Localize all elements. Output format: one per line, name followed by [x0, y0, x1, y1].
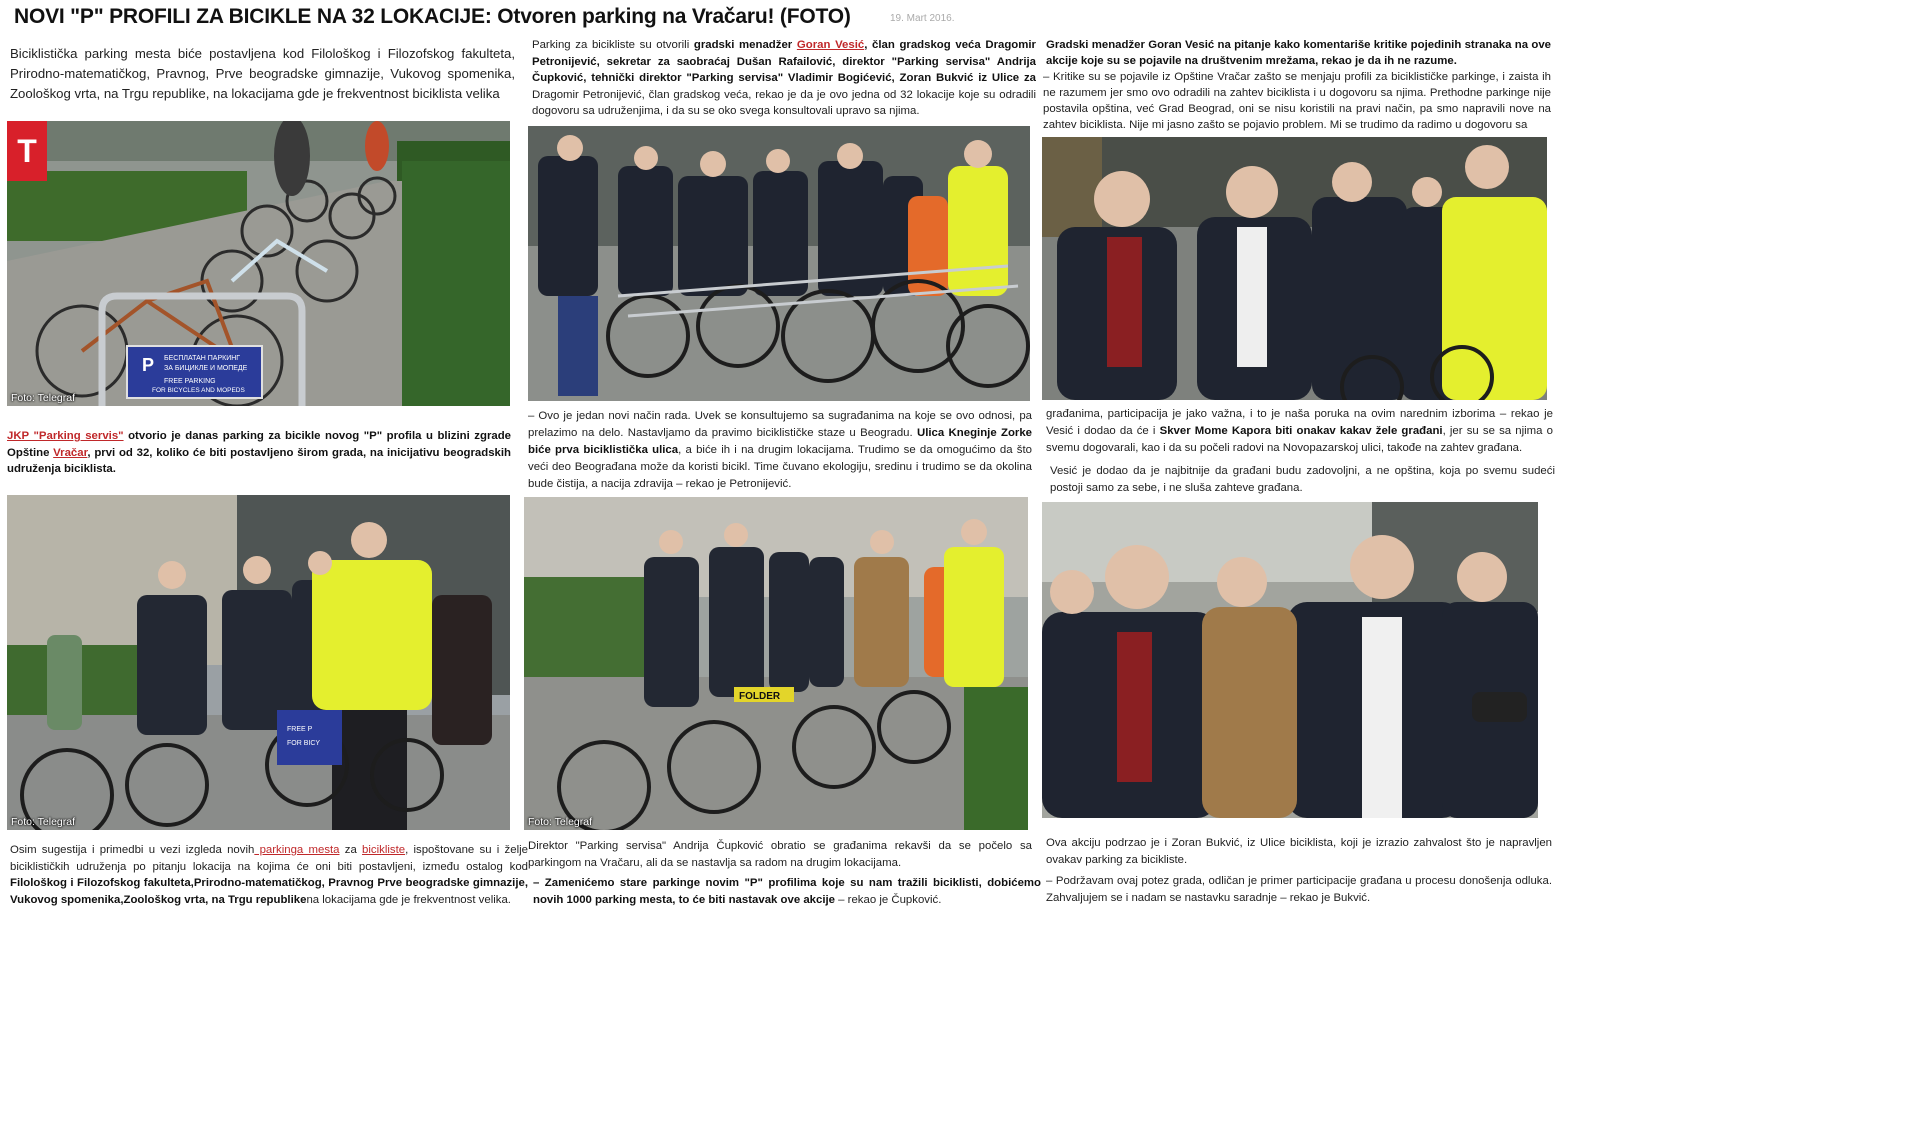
text-span: , ispoštovane su i želje biciklističkih udruženja po pitanju lokacija na kojima će oni biti postavljeni, između ostalog kod	[10, 844, 528, 873]
sign-line-4: FOR BICYCLES AND MOPEDS	[152, 387, 245, 394]
text-span: , a biće ih i na drugim lokacijama. Trudimo se da omogućimo da što veći deo Beograđana može da koristi bicikl. Time čuvano ekologiju, sredinu i trudimo se da okolina bude čistija, a nacija zdravija – rekao je Petronijević.	[528, 444, 1032, 490]
paragraph-gradjanima	[1046, 406, 1553, 458]
text-span: otvorio je danas parking za bicikle novog "P" profila u blizini zgrade Opštine	[7, 430, 511, 459]
photo-credit: Foto: Telegraf	[11, 816, 76, 828]
link-parking-servis[interactable]: JKP "Parking servis"	[7, 430, 124, 442]
sign-line-2: ЗА БИЦИКЛЕ И МОПЕДЕ	[164, 365, 248, 372]
photo-credit: Foto: Telegraf	[528, 816, 593, 828]
text-span: Osim sugestija i primedbi u vezi izgleda novih	[10, 844, 255, 856]
text-bold: Gradski menadžer Goran Vesić na pitanje kako komentariše kritike pojedinih stranaka na ove akcije koje su se pojavile na društvenim mrežama, rekao je da ih ne razume.	[1046, 39, 1551, 67]
paragraph-cupkovic: Direktor "Parking servisa" Andrija Čupković obratio se građanima rekavši da se počelo sa parkingom na Vračaru, ali da se nastavlja sa radom na drugim lokacijama.	[528, 840, 1032, 869]
article-date: 19. Mart 2016.	[890, 13, 955, 24]
lead-paragraph: Biciklistička parking mesta biće postavljena kod Filološkog i Filozofskog fakulteta, Prirodno-matematičkog, Pravnog, Prve beogradske gimnazije, Vukovog spomenika, Zoološkog vrta, na Trgu republike, na lokacijama gde je frekventnost biciklista velika	[10, 46, 515, 101]
article-title: NOVI "P" PROFILI ZA BICIKLE NA 32 LOKACIJE: Otvoren parking na Vračaru! (FOTO)	[14, 5, 851, 28]
link-vracar[interactable]: Vračar	[53, 446, 88, 459]
paragraph-otvorili	[532, 37, 1036, 87]
telegraf-logo: T	[7, 121, 47, 181]
sign-p-letter: P	[142, 355, 155, 375]
text-span: – rekao je Čupković.	[835, 893, 942, 906]
paragraph-bukvic: Ova akciju podrzao je i Zoran Bukvić, iz Ulice biciklista, koji je izrazio zahvalost što je napravljen ovakav parking za bicikliste.	[1046, 837, 1552, 866]
paragraph-kritike: – Kritike su se pojavile iz Opštine Vračar zašto se menjaju profili za biciklističke parkinge, i zaista ih ne razumem jer smo ovo odradili na zahtev biciklista i u dogovoru sa njima. Prethodne parkinge nije postavila opština, već Grad Beograd, oni se nisu koristili na pravi način, pa smo napravili nove na zahtev biciklista. Nije mi jasno zašto se pojavio problem. Mi se trudimo da radimo u dogovoru sa	[1043, 71, 1551, 131]
bike-brand-label: FOLDER	[739, 691, 781, 702]
text-span: građanima, participacija je jako važna, i to je naša poruka na ovim narednim izborima – rekao je Vesić i dodao da će i	[1046, 408, 1553, 437]
photo-vesic-group[interactable]	[1042, 137, 1547, 400]
sign2-line-1: FREE P	[287, 726, 313, 733]
sign2-line-2: FOR BICY	[287, 740, 321, 747]
link-parking-mesta[interactable]: parkinga mesta	[254, 844, 340, 856]
text-bold: Filološkog i Filozofskog fakulteta,Prirodno-matematičkog, Pravnog Prve beogradske gimnazije, Vukovog spomenika,Zoološkog vrta, na Trgu republike	[10, 877, 528, 906]
photo-bike-rack-closeup[interactable]	[7, 121, 510, 406]
paragraph-vesic-pitanje	[1046, 37, 1551, 68]
text-bold: Skver Mome Kapora biti onakav kakav žele građani	[1159, 425, 1443, 437]
photo-crowd-bikes[interactable]	[524, 497, 1028, 830]
link-goran-vesic[interactable]: Goran Vesić	[796, 39, 865, 51]
photo-officials-bikes[interactable]	[528, 126, 1030, 401]
text-span: Parking za bicikliste su otvorili	[532, 39, 694, 51]
paragraph-podrzavam: – Podržavam ovaj potez grada, odličan je primer participacije građana u procesu donošenja odluka. Zahvaljujem se i nadam se nastavku saradnje – rekao je Bukvić.	[1046, 875, 1552, 904]
text-span: , prvi od 32, koliko će biti postavljeno širom grada, na inicijativu beogradskih udruženja biciklista.	[7, 446, 511, 475]
paragraph-jkp	[7, 428, 511, 480]
text-span: – Ovo je jedan novi način rada. Uvek se konsultujemo sa sugrađanima na koje se ovo odnosi, pa prelazimo na delo. Nastavljamo da pravimo biciklističke staze u Beogradu.	[528, 410, 1032, 439]
text-bold: Ulica Kneginje Zorke biće prva biciklistička ulica	[528, 427, 1032, 456]
text-span: za	[339, 844, 363, 856]
paragraph-sugestije	[10, 842, 528, 910]
text-span: , jer su se sa njima o svemu dogovarali, kao i da su počeli radovi na Novopazarskoj ulici, takođe na zahtev građana.	[1046, 425, 1553, 454]
photo-vesic-speaking[interactable]	[1042, 502, 1538, 818]
paragraph-novi-nacin	[528, 408, 1032, 490]
text-bold: , član gradskog veća Dragomir Petronijević, sekretar za saobraćaj Dušan Rafailović, direktor "Parking servisa" Andrija Čupković, tehnički direktor "Parking servisa" Vladimir Bogićević, Zoran Bukvić iz Ulice za	[532, 39, 1036, 84]
sign-line-3: FREE PARKING	[164, 378, 216, 385]
photo-credit: Foto: Telegraf	[11, 392, 76, 404]
text-bold: gradski menadžer	[693, 39, 797, 51]
text-span: na lokacijama gde je frekventnost velika.	[306, 893, 511, 906]
sign-line-1: БЕСПЛАТАН ПАРКИНГ	[164, 355, 241, 362]
text-bold: – Zamenićemo stare parkinge novim "P" profilima koje su nam tražili biciklisti, dobićemo novih 1000 parking mesta, to će biti nastavak ove akcije	[533, 877, 1041, 906]
paragraph-petronijevic: Dragomir Petronijević, član gradskog veća, rekao je da je ovo jedna od 32 lokacije koje su odradili dogovoru sa udruženjima, i da su se oko svega konsultovali upravo sa njima.	[532, 89, 1036, 117]
paragraph-vesic-dodao: Vesić je dodao da je najbitnije da građani budu zadovoljni, a ne opština, koja po svemu sudeći postoji samo za sebe, i ne sluša zahteve građana.	[1050, 465, 1555, 494]
link-bicikliste[interactable]: bicikliste	[362, 844, 406, 856]
paragraph-zamenicemo	[533, 875, 1041, 911]
photo-people-at-rack[interactable]	[7, 495, 510, 830]
